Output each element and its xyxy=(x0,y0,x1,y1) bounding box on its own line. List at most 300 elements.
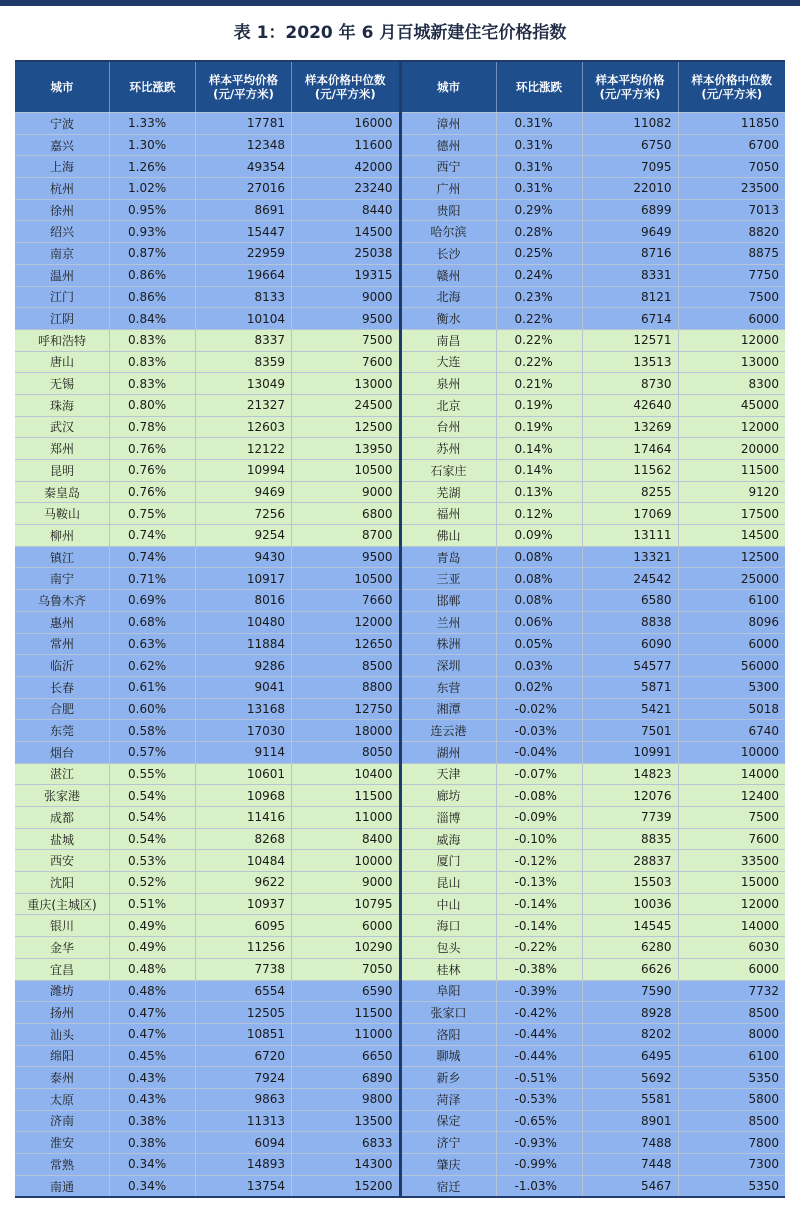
table-row xyxy=(402,1153,786,1175)
change-cell: 0.28% xyxy=(497,221,583,242)
avg-price-cell: 9622 xyxy=(196,872,292,893)
change-cell: -0.04% xyxy=(497,742,583,763)
median-price-cell: 6833 xyxy=(361,1135,393,1150)
median-price-cell: 14500 xyxy=(354,224,393,239)
avg-price-cell: 9041 xyxy=(196,677,292,698)
city-cell: 南宁 xyxy=(15,568,110,589)
avg-price-cell: 13111 xyxy=(583,525,679,546)
left-rows xyxy=(15,112,399,1196)
change-cell: 0.74% xyxy=(110,547,196,568)
avg-price-cell: 7095 xyxy=(583,156,679,177)
city-cell: 威海 xyxy=(402,829,497,850)
header-avg-price: 样本平均价格 (元/平方米) xyxy=(583,62,679,112)
header-change: 环比涨跌 xyxy=(110,62,196,112)
city-cell: 大连 xyxy=(402,352,497,373)
city-cell: 湛江 xyxy=(15,764,110,785)
city-cell: 沈阳 xyxy=(15,872,110,893)
median-price-cell: 8050 xyxy=(361,745,393,760)
median-price-cell: 15000 xyxy=(740,875,779,890)
avg-price-cell: 8121 xyxy=(583,287,679,308)
table-row xyxy=(15,307,399,329)
city-cell: 镇江 xyxy=(15,547,110,568)
avg-price-cell: 6580 xyxy=(583,590,679,611)
avg-price-cell: 8133 xyxy=(196,287,292,308)
median-price-cell: 7750 xyxy=(748,268,779,283)
table-row xyxy=(15,416,399,438)
city-cell: 温州 xyxy=(15,265,110,286)
table-row xyxy=(15,134,399,156)
table-row xyxy=(15,676,399,698)
city-cell: 乌鲁木齐 xyxy=(15,590,110,611)
avg-price-cell: 10994 xyxy=(196,460,292,481)
city-cell: 西安 xyxy=(15,850,110,871)
change-cell: 0.05% xyxy=(497,634,583,655)
city-cell: 济南 xyxy=(15,1111,110,1132)
table-row xyxy=(402,1131,786,1153)
median-price-cell: 16000 xyxy=(354,116,393,131)
city-cell: 常熟 xyxy=(15,1154,110,1175)
change-cell: 0.71% xyxy=(110,568,196,589)
avg-price-cell: 6714 xyxy=(583,308,679,329)
table-row xyxy=(15,849,399,871)
avg-price-cell: 13049 xyxy=(196,373,292,394)
median-price-cell: 12000 xyxy=(740,419,779,434)
avg-price-cell: 17069 xyxy=(583,503,679,524)
city-cell: 洛阳 xyxy=(402,1024,497,1045)
avg-price-cell: 7501 xyxy=(583,720,679,741)
avg-price-cell: 14545 xyxy=(583,915,679,936)
avg-price-cell: 13321 xyxy=(583,547,679,568)
city-cell: 绍兴 xyxy=(15,221,110,242)
avg-price-cell: 8016 xyxy=(196,590,292,611)
avg-price-cell: 11562 xyxy=(583,460,679,481)
city-cell: 肇庆 xyxy=(402,1154,497,1175)
change-cell: 0.87% xyxy=(110,243,196,264)
right-table xyxy=(402,62,786,1196)
change-cell: 0.14% xyxy=(497,438,583,459)
change-cell: 0.29% xyxy=(497,200,583,221)
avg-price-cell: 13269 xyxy=(583,417,679,438)
city-cell: 郑州 xyxy=(15,438,110,459)
median-price-cell: 56000 xyxy=(740,658,779,673)
city-cell: 南京 xyxy=(15,243,110,264)
city-cell: 衡水 xyxy=(402,308,497,329)
city-cell: 济宁 xyxy=(402,1132,497,1153)
header-city: 城市 xyxy=(402,62,497,112)
avg-price-cell: 11416 xyxy=(196,807,292,828)
left-header-row xyxy=(15,62,399,112)
change-cell: 0.52% xyxy=(110,872,196,893)
city-cell: 菏泽 xyxy=(402,1089,497,1110)
table-row xyxy=(15,351,399,373)
city-cell: 长春 xyxy=(15,677,110,698)
price-index-table xyxy=(15,60,785,1198)
header-median-price: 样本价格中位数 (元/平方米) xyxy=(691,73,772,101)
median-price-cell: 11500 xyxy=(740,463,779,478)
median-price-cell: 18000 xyxy=(354,723,393,738)
avg-price-cell: 7256 xyxy=(196,503,292,524)
header-city: 城市 xyxy=(15,62,110,112)
median-price-cell: 33500 xyxy=(740,853,779,868)
change-cell: -0.51% xyxy=(497,1067,583,1088)
table-row xyxy=(402,611,786,633)
table-row xyxy=(402,351,786,373)
change-cell: 0.22% xyxy=(497,330,583,351)
city-cell: 三亚 xyxy=(402,568,497,589)
avg-price-cell: 10484 xyxy=(196,850,292,871)
city-cell: 厦门 xyxy=(402,850,497,871)
table-row xyxy=(402,502,786,524)
city-cell: 扬州 xyxy=(15,1002,110,1023)
table-row xyxy=(402,220,786,242)
avg-price-cell: 12348 xyxy=(196,135,292,156)
change-cell: 0.34% xyxy=(110,1176,196,1197)
avg-price-cell: 17464 xyxy=(583,438,679,459)
table-row xyxy=(15,1175,399,1197)
avg-price-cell: 8691 xyxy=(196,200,292,221)
city-cell: 泉州 xyxy=(402,373,497,394)
avg-price-cell: 10917 xyxy=(196,568,292,589)
change-cell: -0.02% xyxy=(497,699,583,720)
table-row xyxy=(402,806,786,828)
table-row xyxy=(402,546,786,568)
median-price-cell: 11500 xyxy=(354,788,393,803)
table-row xyxy=(402,958,786,980)
median-price-cell: 6740 xyxy=(748,723,779,738)
avg-price-cell: 8928 xyxy=(583,1002,679,1023)
change-cell: 0.25% xyxy=(497,243,583,264)
table-row xyxy=(15,893,399,915)
table-row xyxy=(402,1001,786,1023)
table-row xyxy=(402,372,786,394)
avg-price-cell: 6750 xyxy=(583,135,679,156)
city-cell: 呼和浩特 xyxy=(15,330,110,351)
median-price-cell: 25000 xyxy=(740,571,779,586)
median-price-cell: 6000 xyxy=(748,311,779,326)
city-cell: 海口 xyxy=(402,915,497,936)
change-cell: 0.74% xyxy=(110,525,196,546)
table-row xyxy=(15,763,399,785)
city-cell: 湘潭 xyxy=(402,699,497,720)
city-cell: 南昌 xyxy=(402,330,497,351)
median-price-cell: 8500 xyxy=(748,1113,779,1128)
table-row xyxy=(15,654,399,676)
avg-price-cell: 24542 xyxy=(583,568,679,589)
change-cell: 0.78% xyxy=(110,417,196,438)
avg-price-cell: 5692 xyxy=(583,1067,679,1088)
table-row xyxy=(402,589,786,611)
avg-price-cell: 9430 xyxy=(196,547,292,568)
avg-price-cell: 8337 xyxy=(196,330,292,351)
table-row xyxy=(15,719,399,741)
city-cell: 宿迁 xyxy=(402,1176,497,1197)
city-cell: 包头 xyxy=(402,937,497,958)
city-cell: 深圳 xyxy=(402,655,497,676)
city-cell: 泰州 xyxy=(15,1067,110,1088)
table-title: 表 1：2020 年 6 月百城新建住宅价格指数 xyxy=(233,23,567,43)
avg-price-cell: 21327 xyxy=(196,395,292,416)
median-price-cell: 9120 xyxy=(748,485,779,500)
median-price-cell: 8300 xyxy=(748,376,779,391)
city-cell: 常州 xyxy=(15,634,110,655)
table-row xyxy=(402,633,786,655)
table-row xyxy=(15,242,399,264)
median-price-cell: 7500 xyxy=(748,810,779,825)
avg-price-cell: 27016 xyxy=(196,178,292,199)
table-row xyxy=(402,980,786,1002)
median-price-cell: 10290 xyxy=(354,940,393,955)
median-price-cell: 6100 xyxy=(748,593,779,608)
change-cell: -0.93% xyxy=(497,1132,583,1153)
city-cell: 上海 xyxy=(15,156,110,177)
city-cell: 西宁 xyxy=(402,156,497,177)
avg-price-cell: 13168 xyxy=(196,699,292,720)
avg-price-cell: 10104 xyxy=(196,308,292,329)
table-row xyxy=(402,177,786,199)
avg-price-cell: 8835 xyxy=(583,829,679,850)
avg-price-cell: 7590 xyxy=(583,981,679,1002)
change-cell: 0.83% xyxy=(110,352,196,373)
median-price-cell: 10000 xyxy=(740,745,779,760)
median-price-cell: 45000 xyxy=(740,398,779,413)
median-price-cell: 8400 xyxy=(361,832,393,847)
table-row xyxy=(402,481,786,503)
median-price-cell: 13000 xyxy=(354,376,393,391)
avg-price-cell: 8838 xyxy=(583,612,679,633)
change-cell: 0.76% xyxy=(110,438,196,459)
avg-price-cell: 42640 xyxy=(583,395,679,416)
table-row xyxy=(402,567,786,589)
change-cell: 0.54% xyxy=(110,807,196,828)
table-row xyxy=(402,763,786,785)
avg-price-cell: 8359 xyxy=(196,352,292,373)
table-row xyxy=(15,741,399,763)
change-cell: -0.12% xyxy=(497,850,583,871)
change-cell: 0.95% xyxy=(110,200,196,221)
city-cell: 淄博 xyxy=(402,807,497,828)
avg-price-cell: 17030 xyxy=(196,720,292,741)
change-cell: 0.75% xyxy=(110,503,196,524)
city-cell: 聊城 xyxy=(402,1046,497,1067)
avg-price-cell: 12603 xyxy=(196,417,292,438)
change-cell: 0.84% xyxy=(110,308,196,329)
avg-price-cell: 11082 xyxy=(583,113,679,134)
table-row xyxy=(15,220,399,242)
avg-price-cell: 15447 xyxy=(196,221,292,242)
table-row xyxy=(15,112,399,134)
table-row xyxy=(15,784,399,806)
median-price-cell: 10400 xyxy=(354,766,393,781)
change-cell: 0.76% xyxy=(110,482,196,503)
right-rows xyxy=(402,112,786,1196)
avg-price-cell: 11884 xyxy=(196,634,292,655)
median-price-cell: 12000 xyxy=(354,615,393,630)
table-row xyxy=(15,1001,399,1023)
header-change: 环比涨跌 xyxy=(497,62,583,112)
median-price-cell: 10500 xyxy=(354,463,393,478)
avg-price-cell: 7739 xyxy=(583,807,679,828)
table-row xyxy=(402,698,786,720)
median-price-cell: 5300 xyxy=(748,680,779,695)
median-price-cell: 6000 xyxy=(748,962,779,977)
avg-price-cell: 6495 xyxy=(583,1046,679,1067)
city-cell: 福州 xyxy=(402,503,497,524)
avg-price-cell: 15503 xyxy=(583,872,679,893)
avg-price-cell: 9469 xyxy=(196,482,292,503)
change-cell: -0.65% xyxy=(497,1111,583,1132)
table-row xyxy=(15,611,399,633)
median-price-cell: 7050 xyxy=(748,159,779,174)
median-price-cell: 6000 xyxy=(361,918,393,933)
table-row xyxy=(402,871,786,893)
change-cell: 1.26% xyxy=(110,156,196,177)
table-row xyxy=(15,914,399,936)
city-cell: 重庆(主城区) xyxy=(15,894,110,915)
median-price-cell: 8096 xyxy=(748,615,779,630)
city-cell: 石家庄 xyxy=(402,460,497,481)
change-cell: 0.49% xyxy=(110,937,196,958)
city-cell: 金华 xyxy=(15,937,110,958)
avg-price-cell: 12505 xyxy=(196,1002,292,1023)
change-cell: 0.49% xyxy=(110,915,196,936)
change-cell: -0.14% xyxy=(497,915,583,936)
avg-price-cell: 28837 xyxy=(583,850,679,871)
median-price-cell: 11000 xyxy=(354,1027,393,1042)
city-cell: 武汉 xyxy=(15,417,110,438)
avg-price-cell: 6095 xyxy=(196,915,292,936)
median-price-cell: 13500 xyxy=(354,1113,393,1128)
change-cell: -0.44% xyxy=(497,1046,583,1067)
city-cell: 昆山 xyxy=(402,872,497,893)
median-price-cell: 6100 xyxy=(748,1048,779,1063)
change-cell: -0.53% xyxy=(497,1089,583,1110)
median-price-cell: 10795 xyxy=(354,897,393,912)
avg-price-cell: 10937 xyxy=(196,894,292,915)
median-price-cell: 11850 xyxy=(740,116,779,131)
table-row xyxy=(15,155,399,177)
avg-price-cell: 7448 xyxy=(583,1154,679,1175)
table-row xyxy=(402,1045,786,1067)
change-cell: 0.22% xyxy=(497,308,583,329)
table-row xyxy=(402,437,786,459)
city-cell: 汕头 xyxy=(15,1024,110,1045)
change-cell: 0.19% xyxy=(497,417,583,438)
city-cell: 佛山 xyxy=(402,525,497,546)
city-cell: 赣州 xyxy=(402,265,497,286)
median-price-cell: 14000 xyxy=(740,918,779,933)
median-price-cell: 6030 xyxy=(748,940,779,955)
change-cell: 0.86% xyxy=(110,287,196,308)
median-price-cell: 7732 xyxy=(748,983,779,998)
avg-price-cell: 10851 xyxy=(196,1024,292,1045)
table-row xyxy=(15,980,399,1002)
city-cell: 淮安 xyxy=(15,1132,110,1153)
median-price-cell: 23500 xyxy=(740,181,779,196)
change-cell: 0.31% xyxy=(497,156,583,177)
table-row xyxy=(402,784,786,806)
change-cell: -0.13% xyxy=(497,872,583,893)
change-cell: 0.80% xyxy=(110,395,196,416)
avg-price-cell: 5871 xyxy=(583,677,679,698)
median-price-cell: 24500 xyxy=(354,398,393,413)
table-row xyxy=(15,1066,399,1088)
table-row xyxy=(402,1110,786,1132)
table-row xyxy=(402,307,786,329)
table-row xyxy=(15,698,399,720)
table-row xyxy=(15,394,399,416)
change-cell: 0.43% xyxy=(110,1067,196,1088)
city-cell: 惠州 xyxy=(15,612,110,633)
median-price-cell: 8500 xyxy=(748,1005,779,1020)
change-cell: 0.45% xyxy=(110,1046,196,1067)
city-cell: 嘉兴 xyxy=(15,135,110,156)
median-price-cell: 12750 xyxy=(354,701,393,716)
median-price-cell: 9000 xyxy=(361,875,393,890)
median-price-cell: 6000 xyxy=(748,636,779,651)
change-cell: 0.47% xyxy=(110,1024,196,1045)
avg-price-cell: 6554 xyxy=(196,981,292,1002)
median-price-cell: 7013 xyxy=(748,203,779,218)
avg-price-cell: 8730 xyxy=(583,373,679,394)
median-price-cell: 7660 xyxy=(361,593,393,608)
avg-price-cell: 17781 xyxy=(196,113,292,134)
change-cell: 0.83% xyxy=(110,373,196,394)
avg-price-cell: 6280 xyxy=(583,937,679,958)
change-cell: 0.57% xyxy=(110,742,196,763)
table-row xyxy=(15,1045,399,1067)
median-price-cell: 8800 xyxy=(361,680,393,695)
change-cell: -0.42% xyxy=(497,1002,583,1023)
table-row xyxy=(402,199,786,221)
median-price-cell: 5350 xyxy=(748,1179,779,1194)
change-cell: -0.09% xyxy=(497,807,583,828)
change-cell: 1.30% xyxy=(110,135,196,156)
change-cell: 0.48% xyxy=(110,981,196,1002)
table-row xyxy=(402,394,786,416)
avg-price-cell: 6720 xyxy=(196,1046,292,1067)
avg-price-cell: 10601 xyxy=(196,764,292,785)
table-row xyxy=(15,546,399,568)
table-row xyxy=(15,1153,399,1175)
median-price-cell: 6590 xyxy=(361,983,393,998)
median-price-cell: 15200 xyxy=(354,1179,393,1194)
change-cell: 0.08% xyxy=(497,568,583,589)
change-cell: 0.68% xyxy=(110,612,196,633)
table-row xyxy=(402,1066,786,1088)
table-row xyxy=(15,806,399,828)
change-cell: 0.55% xyxy=(110,764,196,785)
city-cell: 株洲 xyxy=(402,634,497,655)
median-price-cell: 11000 xyxy=(354,810,393,825)
city-cell: 绵阳 xyxy=(15,1046,110,1067)
change-cell: 1.33% xyxy=(110,113,196,134)
city-cell: 哈尔滨 xyxy=(402,221,497,242)
change-cell: 0.38% xyxy=(110,1132,196,1153)
city-cell: 漳州 xyxy=(402,113,497,134)
table-row xyxy=(15,1131,399,1153)
change-cell: 0.54% xyxy=(110,785,196,806)
change-cell: -0.07% xyxy=(497,764,583,785)
median-price-cell: 12650 xyxy=(354,636,393,651)
table-row xyxy=(402,654,786,676)
table-row xyxy=(15,199,399,221)
change-cell: 0.34% xyxy=(110,1154,196,1175)
change-cell: 0.22% xyxy=(497,352,583,373)
table-row xyxy=(402,416,786,438)
avg-price-cell: 12076 xyxy=(583,785,679,806)
avg-price-cell: 10968 xyxy=(196,785,292,806)
city-cell: 合肥 xyxy=(15,699,110,720)
